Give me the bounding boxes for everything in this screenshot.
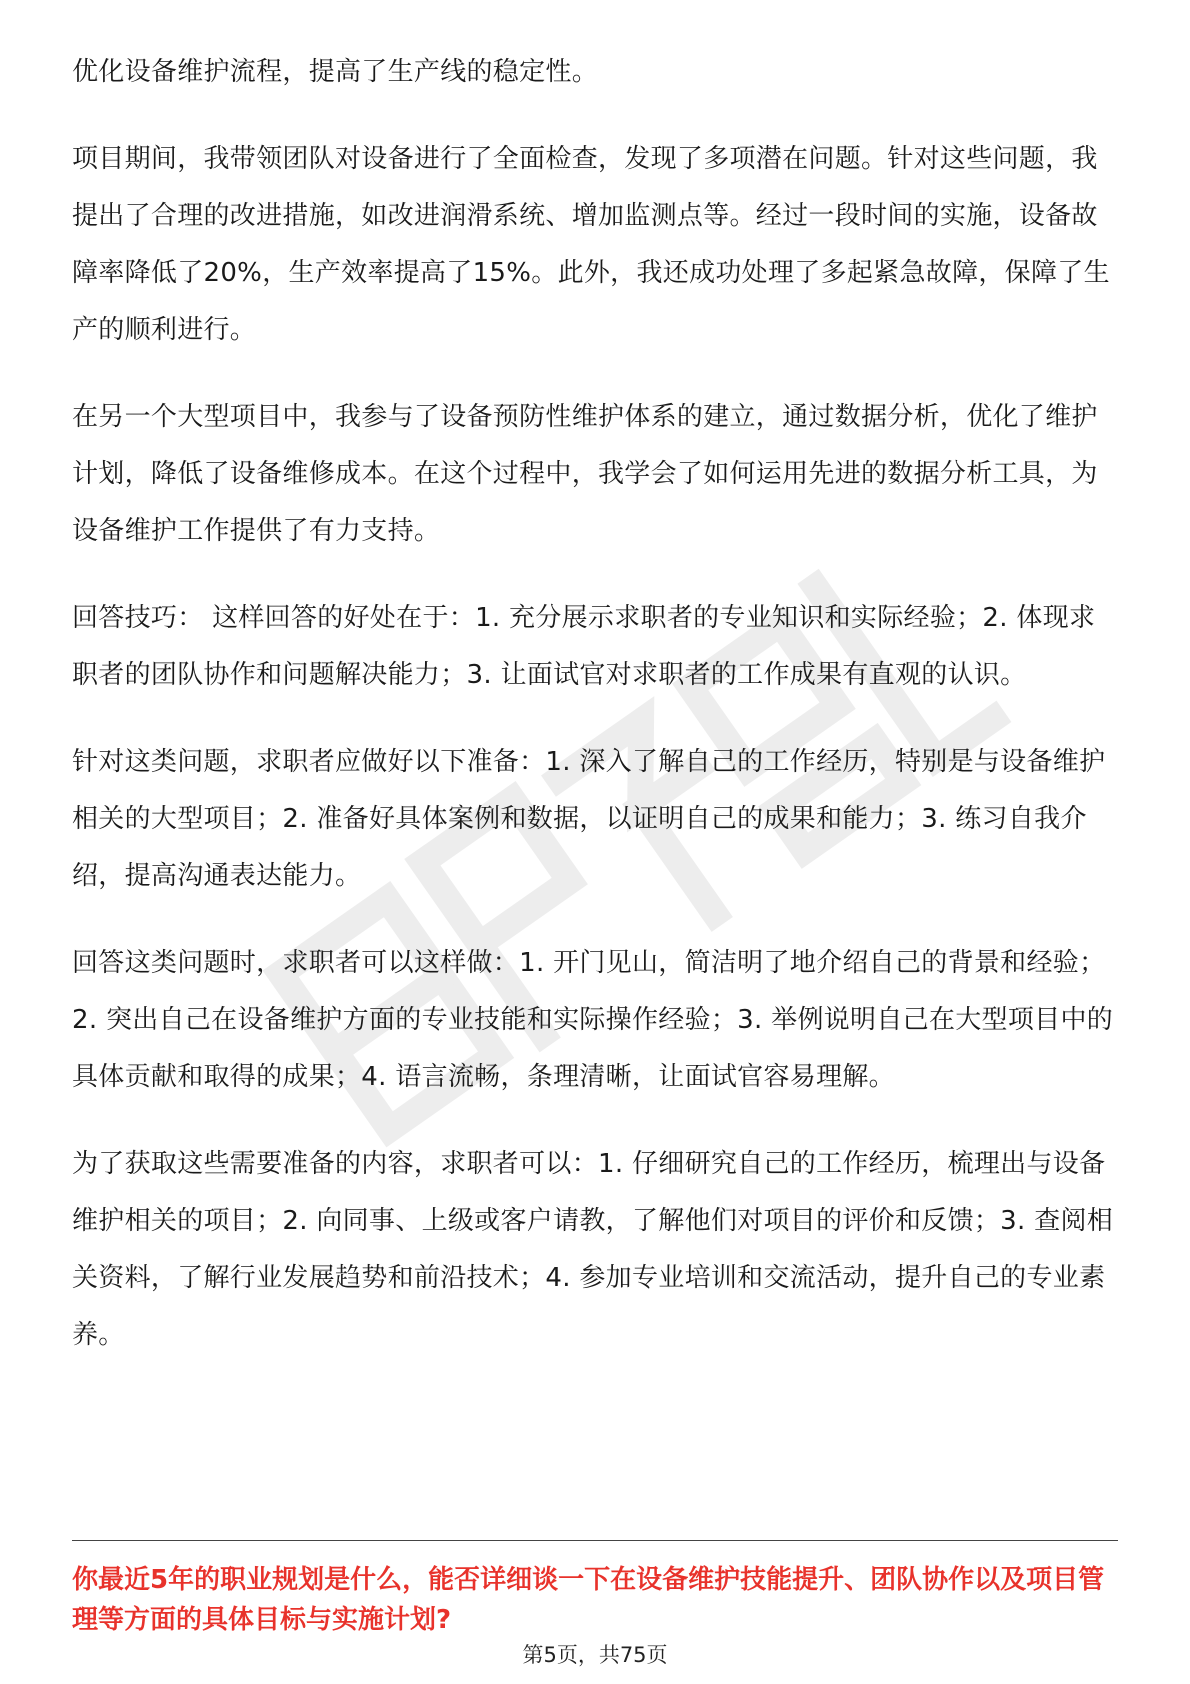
paragraph-preparation: 针对这类问题，求职者应做好以下准备：1. 深入了解自己的工作经历，特别是与设备维护相关的大型项目；2. 准备好具体案例和数据，以证明自己的成果和能力；3. 练习自我介绍，提高沟通表达能力。 xyxy=(72,747,1106,891)
section-divider xyxy=(72,1540,1118,1541)
paragraph-project-inspection: 项目期间，我带领团队对设备进行了全面检查，发现了多项潜在问题。针对这些问题，我提出了合理的改进措施，如改进润滑系统、增加监测点等。经过一段时间的实施，设备故障率降低了20%，生产效率提高了15%。此外，我还成功处理了多起紧急故障，保障了生产的顺利进行。 xyxy=(72,144,1110,345)
paragraph-how-to-answer: 回答这类问题时，求职者可以这样做：1. 开门见山，简洁明了地介绍自己的背景和经验；2. 突出自己在设备维护方面的专业技能和实际操作经验；3. 举例说明自己在大型项目中的具体贡献和取得的成果；4. 语言流畅，条理清晰，让面试官容易理解。 xyxy=(72,948,1114,1092)
paragraph-answer-tips: 回答技巧： 这样回答的好处在于：1. 充分展示求职者的专业知识和实际经验；2. 体现求职者的团队协作和问题解决能力；3. 让面试官对求职者的工作成果有直观的认识。 xyxy=(72,603,1096,690)
paragraph-maintenance-process: 优化设备维护流程，提高了生产线的稳定性。 xyxy=(72,57,599,87)
paragraph-preventive-maintenance: 在另一个大型项目中，我参与了设备预防性维护体系的建立，通过数据分析，优化了维护计划，降低了设备维修成本。在这个过程中，我学会了如何运用先进的数据分析工具，为设备维护工作提供了有力支持。 xyxy=(72,402,1098,546)
next-question-heading: 你最近5年的职业规划是什么，能否详细谈一下在设备维护技能提升、团队协作以及项目管理等方面的具体目标与实施计划? xyxy=(72,1565,1105,1635)
paragraph-gather-content: 为了获取这些需要准备的内容，求职者可以：1. 仔细研究自己的工作经历，梳理出与设备维护相关的项目；2. 向同事、上级或客户请教，了解他们对项目的评价和反馈；3. 查阅相关资料，了解行业发展趋势和前沿技术；4. 参加专业培训和交流活动，提升自己的专业素养。 xyxy=(72,1149,1114,1350)
page-number-footer: 第5页，共75页 xyxy=(522,1643,668,1667)
document-body xyxy=(72,44,1118,1394)
